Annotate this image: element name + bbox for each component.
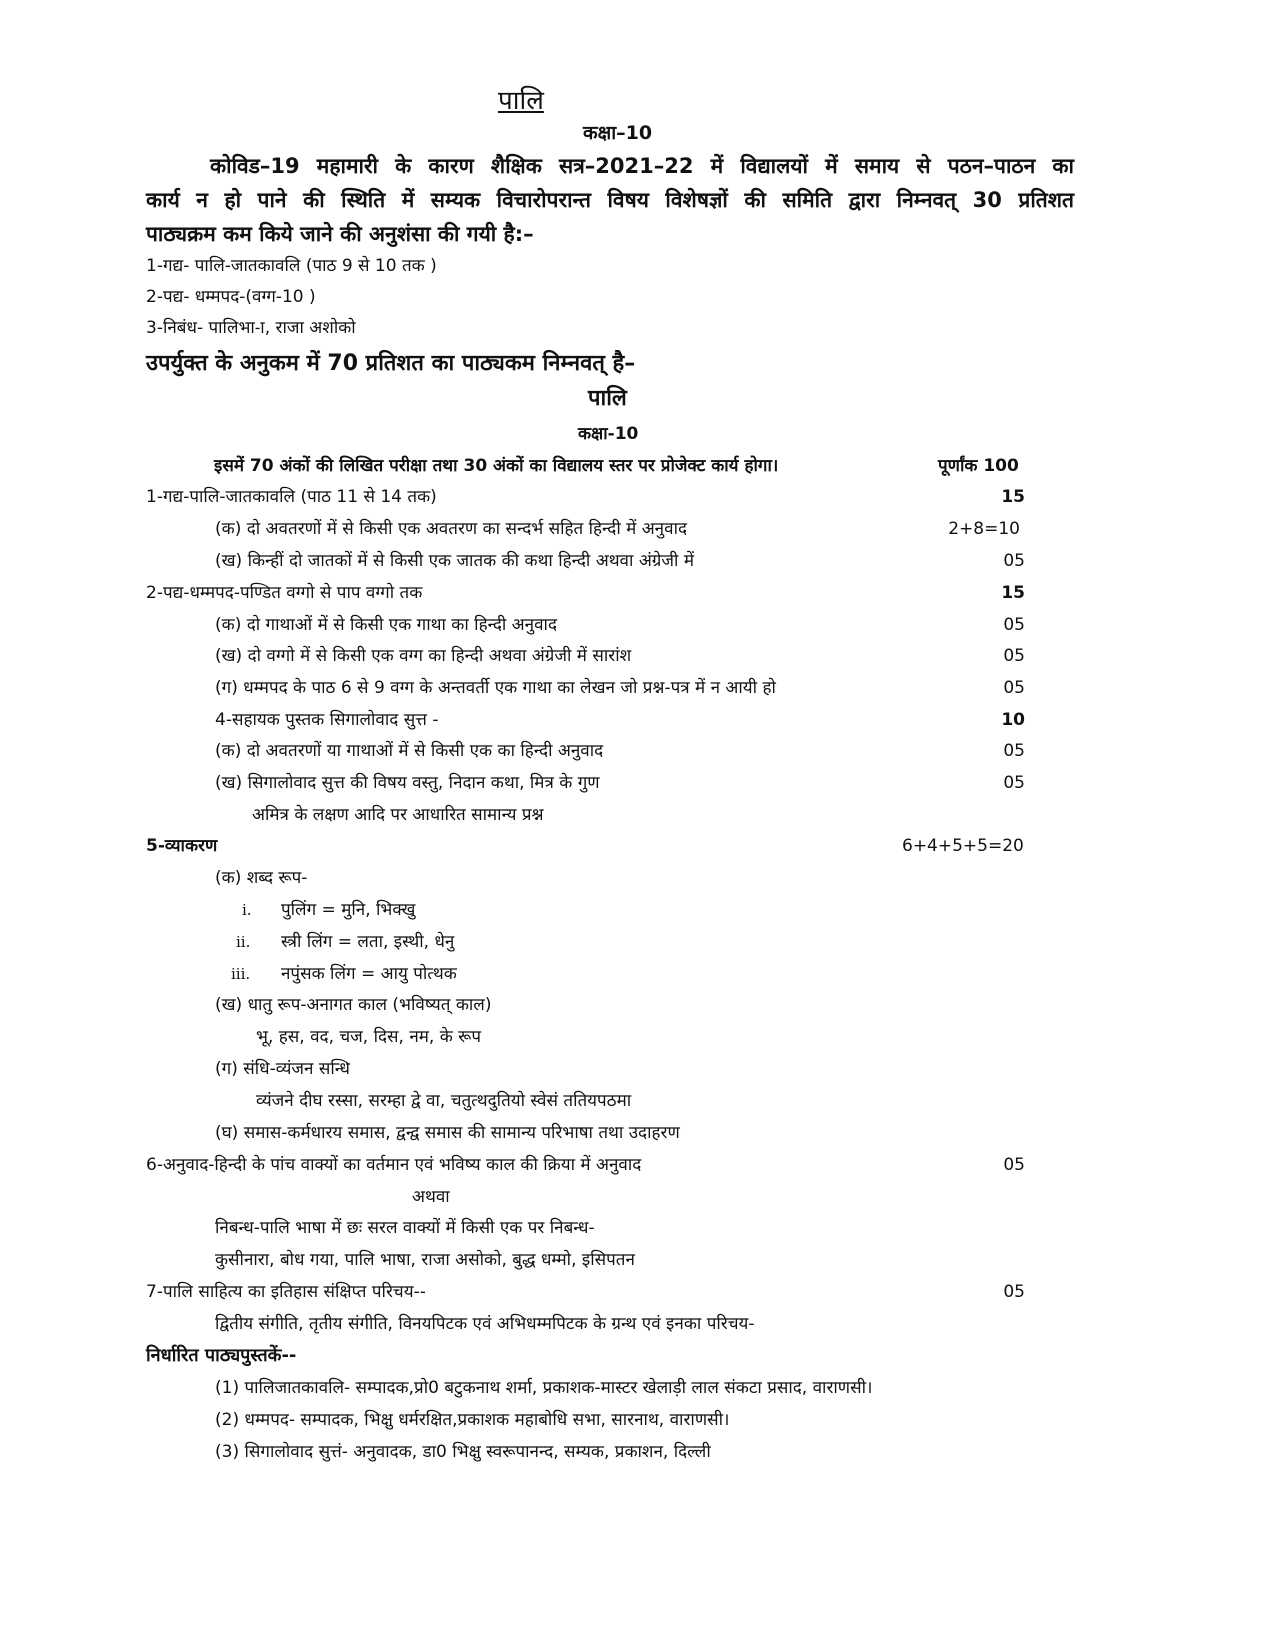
class-heading: कक्षा–10 (583, 122, 653, 144)
books-heading: निर्धारित पाठ्यपुस्तकें-- (146, 1345, 297, 1366)
list-number: ii. (236, 933, 251, 951)
row-marks: 05 (1003, 678, 1025, 698)
row-marks: 05 (1003, 741, 1025, 761)
row-text: 4-सहायक पुस्तक सिगालोवाद सुत्त - (215, 710, 439, 730)
row-text: (क) दो अवतरणों में से किसी एक अवतरण का सन्दर्भ सहित हिन्दी में अनुवाद (215, 519, 687, 539)
full-marks: पूर्णांक 100 (938, 456, 1019, 476)
row-text: (क) शब्द रूप- (215, 868, 308, 888)
row-marks: 05 (1003, 615, 1025, 635)
or-text: अथवा (412, 1187, 450, 1207)
section-heading: 5-व्याकरण (146, 836, 218, 856)
continuation-heading: उपर्युक्त के अनुकम में 70 प्रतिशत का पाठ्यकम निम्नवत् है– (146, 351, 636, 376)
row-text: (ग) धम्मपद के पाठ 6 से 9 वग्ग के अन्तवर्ती एक गाथा का लेखन जो प्रश्न-पत्र में न आयी हो (215, 678, 776, 698)
row-text: (ख) धातु रूप-अनागत काल (भविष्यत् काल) (215, 995, 492, 1015)
row-marks: 10 (1001, 710, 1025, 730)
reduced-item-3: 3-निबंध- पालिभा-ा, राजा अशोको (146, 318, 356, 338)
intro-line-2: कार्य न हो पाने की स्थिति में सम्यक विचारोपरान्त विषय विशेषज्ञों की समिति द्वारा निम्नवत् 30 प्रतिशत (146, 188, 1074, 212)
row-marks: 2+8=10 (948, 519, 1020, 539)
row-marks: 05 (1003, 773, 1025, 793)
row-text: (घ) समास-कर्मधारय समास, द्वन्द्व समास की सामान्य परिभाषा तथा उदाहरण (215, 1123, 680, 1143)
row-marks: 15 (1001, 583, 1025, 603)
syllabus-class: कक्षा-10 (578, 424, 639, 444)
book-item: (3) सिगालोवाद सुत्तं- अनुवादक, डा0 भिक्षु स्वरूपानन्द, सम्यक, प्रकाशन, दिल्ली (215, 1442, 711, 1462)
row-text: द्वितीय संगीति, तृतीय संगीति, विनयपिटक एवं अभिधम्मपिटक के ग्रन्थ एवं इनका परिचय- (215, 1314, 755, 1334)
row-text: (क) दो गाथाओं में से किसी एक गाथा का हिन्दी अनुवाद (215, 615, 557, 635)
row-text: अमित्र के लक्षण आदि पर आधारित सामान्य प्रश्न (252, 805, 544, 825)
row-text: भू, हस, वद, चज, दिस, नम, के रूप (256, 1027, 482, 1047)
row-marks: 15 (1001, 487, 1025, 507)
list-number: iii. (231, 965, 251, 983)
book-item: (2) धम्मपद- सम्पादक, भिक्षु धर्मरक्षित,प्रकाशक महाबोधि सभा, सारनाथ, वाराणसी। (215, 1410, 730, 1430)
row-text: 6-अनुवाद-हिन्दी के पांच वाक्यों का वर्तमान एवं भविष्य काल की क्रिया में अनुवाद (146, 1155, 642, 1175)
row-text: (क) दो अवतरणों या गाथाओं में से किसी एक का हिन्दी अनुवाद (215, 741, 604, 761)
reduced-item-2: 2-पद्य- धम्मपद-(वग्ग-10 ) (146, 287, 316, 307)
row-text: पुलिंग = मुनि, भिक्खु (281, 900, 416, 920)
row-text: व्यंजने दीघ रस्सा, सरम्हा द्वे वा, चतुत्थदुतियो स्वेसं ततियपठमा (256, 1091, 632, 1111)
row-text: (ख) किन्हीं दो जातकों में से किसी एक जातक की कथा हिन्दी अथवा अंग्रेजी में (215, 551, 694, 571)
row-marks: 05 (1003, 1282, 1025, 1302)
row-text: (ख) सिगालोवाद सुत्त की विषय वस्तु, निदान कथा, मित्र के गुण (215, 773, 600, 793)
row-marks: 05 (1003, 1155, 1025, 1175)
row-text: (ग) संधि-व्यंजन सन्धि (215, 1059, 350, 1079)
book-item: (1) पालिजातकावलि- सम्पादक,प्रो0 बटुकनाथ शर्मा, प्रकाशक-मास्टर खेलाड़ी लाल संकटा प्रसाद, वाराणसी। (215, 1378, 873, 1398)
row-marks: 6+4+5+5=20 (902, 836, 1024, 856)
page-title: पालि (498, 86, 544, 116)
row-text: 1-गद्य-पालि-जातकावलि (पाठ 11 से 14 तक) (146, 487, 437, 507)
row-marks: 05 (1003, 646, 1025, 666)
row-text: कुसीनारा, बोध गया, पालि भाषा, राजा असोको, बुद्ध धम्मो, इसिपतन (215, 1250, 635, 1270)
row-text: 2-पद्य-धम्मपद-पण्डित वग्गो से पाप वग्गो तक (146, 583, 423, 603)
row-marks: 05 (1003, 551, 1025, 571)
intro-line-3: पाठ्यक्रम कम किये जाने की अनुशंसा की गयी है:– (146, 222, 534, 246)
row-text: नपुंसक लिंग = आयु पोत्थक (281, 964, 457, 984)
exam-note: इसमें 70 अंकों की लिखित परीक्षा तथा 30 अंकों का विद्यालय स्तर पर प्रोजेक्ट कार्य होगा। (214, 456, 779, 476)
row-text: स्त्री लिंग = लता, इस्थी, धेनु (281, 932, 455, 952)
row-text: (ख) दो वग्गो में से किसी एक वग्ग का हिन्दी अथवा अंग्रेजी में सारांश (215, 646, 632, 666)
list-number: i. (242, 901, 252, 919)
row-text: 7-पालि साहित्य का इतिहास संक्षिप्त परिचय-- (146, 1282, 426, 1302)
intro-line-1: कोविड–19 महामारी के कारण शैक्षिक सत्र–2021–22 में विद्यालयों में समाय से पठन–पाठन का (210, 154, 1074, 178)
reduced-item-1: 1-गद्य- पालि-जातकावलि (पाठ 9 से 10 तक ) (146, 256, 437, 276)
syllabus-title: पालि (588, 386, 627, 411)
row-text: निबन्ध-पालि भाषा में छः सरल वाक्यों में किसी एक पर निबन्ध- (215, 1218, 595, 1238)
